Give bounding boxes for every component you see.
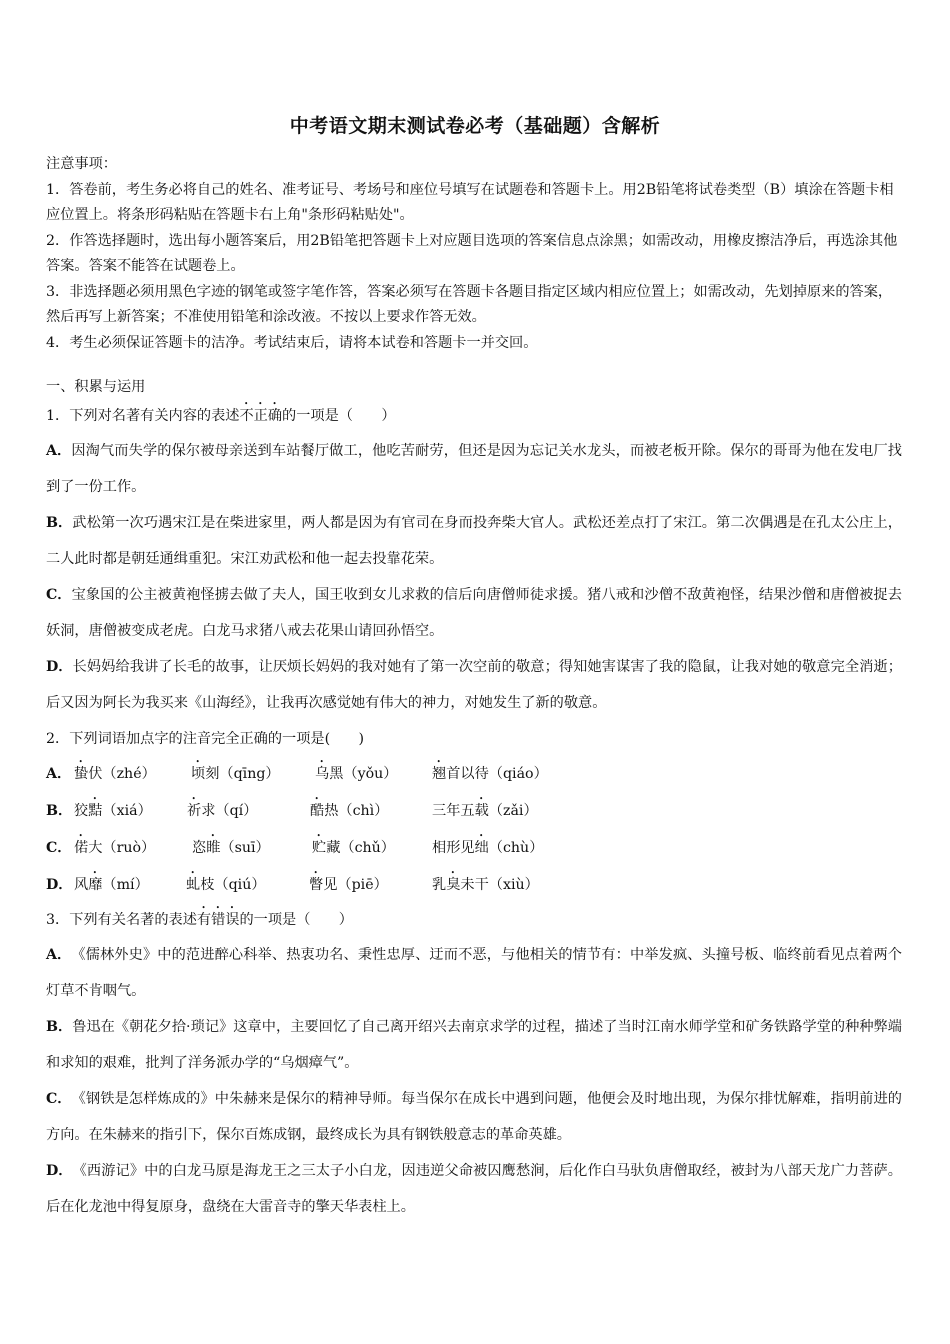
- option-label: A．: [46, 947, 72, 963]
- option-label: C．: [46, 840, 72, 856]
- question-2-option-d[interactable]: [46, 867, 902, 904]
- question-1-option-d[interactable]: [46, 649, 902, 721]
- question-3-option-c[interactable]: [46, 1081, 902, 1153]
- emphasized-text: 不正确: [239, 408, 283, 424]
- question-2-option-a[interactable]: [46, 756, 902, 793]
- notice-item-4: 4．考生必须保证答题卡的洁净。考试结束后，请将本试卷和答题卡一并交回。: [46, 334, 538, 351]
- option-label: C．: [46, 587, 72, 603]
- question-2-option-b[interactable]: [46, 793, 902, 830]
- word-item: 三年五载（zǎi）: [432, 803, 538, 819]
- word-item: 风靡（mí）: [74, 877, 149, 893]
- notice-heading: 注意事项：: [46, 156, 117, 172]
- question-1-option-a[interactable]: [46, 433, 902, 505]
- option-label: A．: [46, 766, 72, 782]
- questions: [46, 400, 902, 1225]
- option-text: 长妈妈给我讲了长毛的故事，让厌烦长妈妈的我对她有了第一次空前的敬意；得知她害谋害了我的隐鼠，让我对她的敬意完全消逝；后又因为阿长为我买来《山海经》，让我再次感觉她有伟大的神力，对她发生了新的敬意。: [46, 659, 902, 711]
- option-text: 鲁迅在《朝花夕拾·琐记》这章中，主要回忆了自己离开绍兴去南京求学的过程，描述了当时江南水师学堂和矿务铁路学堂的种种弊端和求知的艰难，批判了洋务派办学的“乌烟瘴气”。: [46, 1019, 902, 1071]
- notice-item-3: 3．非选择题必须用黑色字迹的钢笔或签字笔作答，答案必须写在答题卡各题目指定区域内相应位置上；如需改动，先划掉原来的答案，然后再写上新答案；不准使用铅笔和涂改液。不按以上要求作答无效。: [46, 283, 893, 325]
- question-1-stem: 1．下列对名著有关内容的表述不正确的一项是（ ）: [46, 408, 396, 424]
- word-item: 蛰伏（zhé）: [74, 766, 156, 782]
- option-label: B．: [46, 1019, 73, 1035]
- emphasized-text: 有错误: [196, 912, 240, 928]
- option-label: B．: [46, 515, 73, 531]
- section-title: 一、积累与运用: [46, 379, 146, 395]
- question-2-stem: 2．下列词语加点字的注音完全正确的一项是( ): [46, 731, 365, 747]
- word-item: 瞥见（piē）: [309, 877, 388, 893]
- word-item: 恣睢（suī）: [192, 840, 270, 856]
- word-item: 狡黠（xiá）: [74, 803, 152, 819]
- word-item: 虬枝（qiú）: [186, 877, 266, 893]
- exam-title: 中考语文期末测试卷必考（基础题）含解析: [289, 115, 661, 137]
- word-item: 顷刻（qīng）: [191, 766, 280, 782]
- word-item: 乌黑（yǒu）: [315, 766, 398, 782]
- option-text: 《西游记》中的白龙马原是海龙王之三太子小白龙，因违逆父命被囚鹰愁涧，后化作白马驮负唐僧取经，被封为八部天龙广力菩萨。后在化龙池中得复原身，盘绕在大雷音寺的擎天华表柱上。: [46, 1163, 902, 1215]
- word-item: 贮藏（chǔ）: [312, 840, 395, 856]
- option-text: 武松第一次巧遇宋江是在柴进家里，两人都是因为有官司在身而投奔柴大官人。武松还差点打了宋江。第二次偶遇是在孔太公庄上，二人此时都是朝廷通缉重犯。宋江劝武松和他一起去投靠花荣。: [46, 515, 902, 567]
- option-text: 宝象国的公主被黄袍怪掳去做了夫人，国王收到女儿求救的信后向唐僧师徒求援。猪八戒和沙僧不敌黄袍怪，结果沙僧和唐僧被捉去妖洞，唐僧被变成老虎。白龙马求猪八戒去花果山请回孙悟空。: [46, 587, 902, 639]
- option-label: B．: [46, 803, 73, 819]
- notice-item-2: 2．作答选择题时，选出每小题答案后，用2B铅笔把答题卡上对应题目选项的答案信息点涂黑；如需改动，用橡皮擦洁净后，再选涂其他答案。答案不能答在试题卷上。: [46, 232, 898, 274]
- word-item: 乳臭未干（xiù）: [432, 877, 539, 893]
- question-1-option-b[interactable]: [46, 505, 902, 577]
- option-label: D．: [46, 1163, 73, 1179]
- option-text: 因淘气而失学的保尔被母亲送到车站餐厅做工，他吃苦耐劳，但还是因为忘记关水龙头，而被老板开除。保尔的哥哥为他在发电厂找到了一份工作。: [46, 443, 902, 495]
- option-text: 《钢铁是怎样炼成的》中朱赫来是保尔的精神导师。每当保尔在成长中遇到问题，他便会及时地出现，为保尔排忧解难，指明前进的方向。在朱赫来的指引下，保尔百炼成钢，最终成长为具有钢铁般意志的革命英雄。: [46, 1091, 902, 1143]
- option-label: C．: [46, 1091, 72, 1107]
- question-1-option-c[interactable]: [46, 577, 902, 649]
- notice-item-1: 1．答卷前，考生务必将自己的姓名、准考证号、考场号和座位号填写在试题卷和答题卡上。用2B铅笔将试卷类型（B）填涂在答题卡相应位置上。将条形码粘贴在答题卡右上角"条形码粘贴处"。: [46, 181, 894, 223]
- word-item: 偌大（ruò）: [74, 840, 156, 856]
- word-item: 相形见绌（chù）: [432, 840, 544, 856]
- word-item: 翘首以待（qiáo）: [432, 766, 548, 782]
- question-3-option-b[interactable]: [46, 1009, 902, 1081]
- option-label: D．: [46, 877, 73, 893]
- word-item: 酷热（chì）: [310, 803, 389, 819]
- option-text: 《儒林外史》中的范进醉心科举、热衷功名、秉性忠厚、迂而不恶，与他相关的情节有：中举发疯、头撞号板、临终前看见点着两个灯草不肯咽气。: [46, 947, 902, 999]
- question-3-stem: 3．下列有关名著的表述有错误的一项是（ ）: [46, 912, 353, 928]
- question-3-option-d[interactable]: [46, 1153, 902, 1225]
- notice-block: [46, 152, 902, 356]
- question-3-option-a[interactable]: [46, 937, 902, 1009]
- word-item: 祈求（qí）: [187, 803, 258, 819]
- option-label: D．: [46, 659, 73, 675]
- option-label: A．: [46, 443, 72, 459]
- question-2-option-c[interactable]: [46, 830, 902, 867]
